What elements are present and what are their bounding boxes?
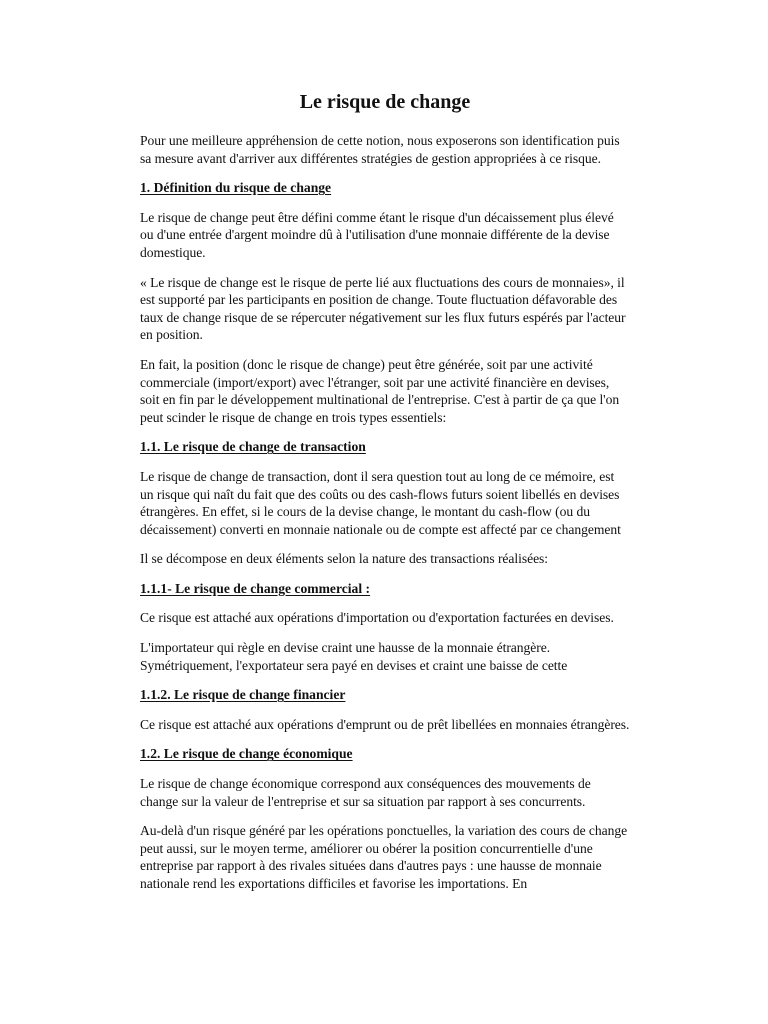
economic-paragraph: Le risque de change économique correspond aux conséquences des mouvements de change sur la valeur de l'entreprise et sur sa situation par rapport à ses concurrents.: [140, 776, 591, 809]
intro-paragraph: Pour une meilleure appréhension de cette notion, nous exposerons son identification puis sa mesure avant d'arriver aux différentes stratégies de gestion appropriées à ce risque.: [140, 133, 620, 166]
section-heading-text: 1.1.1- Le risque de change commercial :: [140, 580, 371, 596]
section-heading-transaction: [140, 438, 630, 456]
page-title: Le risque de change: [299, 91, 471, 113]
section-heading-text: 1.1. Le risque de change de transaction: [140, 439, 366, 455]
importer-paragraph: L'importateur qui règle en devise craint une hausse de la monnaie étrangère. Symétriquement, l'exportateur sera payé en devises et craint une baisse de cette: [140, 640, 568, 673]
section-heading-financial: [140, 686, 630, 704]
section-heading-text: 1.2. Le risque de change économique: [140, 746, 353, 762]
section-heading-commercial: [140, 580, 630, 598]
financial-paragraph: Ce risque est attaché aux opérations d'emprunt ou de prêt libellées en monnaies étrangères.: [140, 716, 630, 732]
decomposition-paragraph: Il se décompose en deux éléments selon la nature des transactions réalisées:: [140, 551, 549, 567]
quote-paragraph: « Le risque de change est le risque de perte lié aux fluctuations des cours de monnaies», il est supporté par les participants en position de change. Toute fluctuation défavorable des taux de change risque de se répercuter négativement sur les flux futurs espérés par l'acteur en position.: [140, 274, 626, 343]
section-heading-text: 1. Définition du risque de change: [140, 180, 332, 196]
section-heading-definition: [140, 179, 630, 197]
definition-paragraph: Le risque de change peut être défini comme étant le risque d'un décaissement plus élevé ou d'une entrée d'argent moindre dû à l'utilisation d'une monnaie différente de la devise domestique.: [140, 209, 614, 260]
transaction-paragraph: Le risque de change de transaction, dont il sera question tout au long de ce mémoire, est un risque qui naît du fait que des coûts ou des cash-flows futurs soient libellés en devises étrangères. En effet, si le cours de la devise change, le montant du cash-flow (ou du décaissement) converti en monnaie nationale ou de compte est affecté par ce changement: [140, 468, 621, 537]
beyond-paragraph: Au-delà d'un risque généré par les opérations ponctuelles, la variation des cours de change peut aussi, sur le moyen terme, améliorer ou obérer la position concurrentielle d'une entreprise par rapport à des rivales situées dans d'autres pays : une hausse de monnaie nationale rend les exportations difficiles et favorise les importations. En: [140, 823, 628, 891]
commercial-paragraph: Ce risque est attaché aux opérations d'importation ou d'exportation facturées en devises.: [140, 610, 614, 626]
section-heading-economic: [140, 745, 630, 763]
position-paragraph: En fait, la position (donc le risque de change) peut être générée, soit par une activité commerciale (import/export) avec l'étranger, soit par une activité financière en devises, soit en fin par le développement multinational de l'entreprise. C'est à partir de ça que l'on peut scinder le risque de change en trois types essentiels:: [140, 356, 620, 425]
section-heading-text: 1.1.2. Le risque de change financier: [140, 687, 346, 703]
